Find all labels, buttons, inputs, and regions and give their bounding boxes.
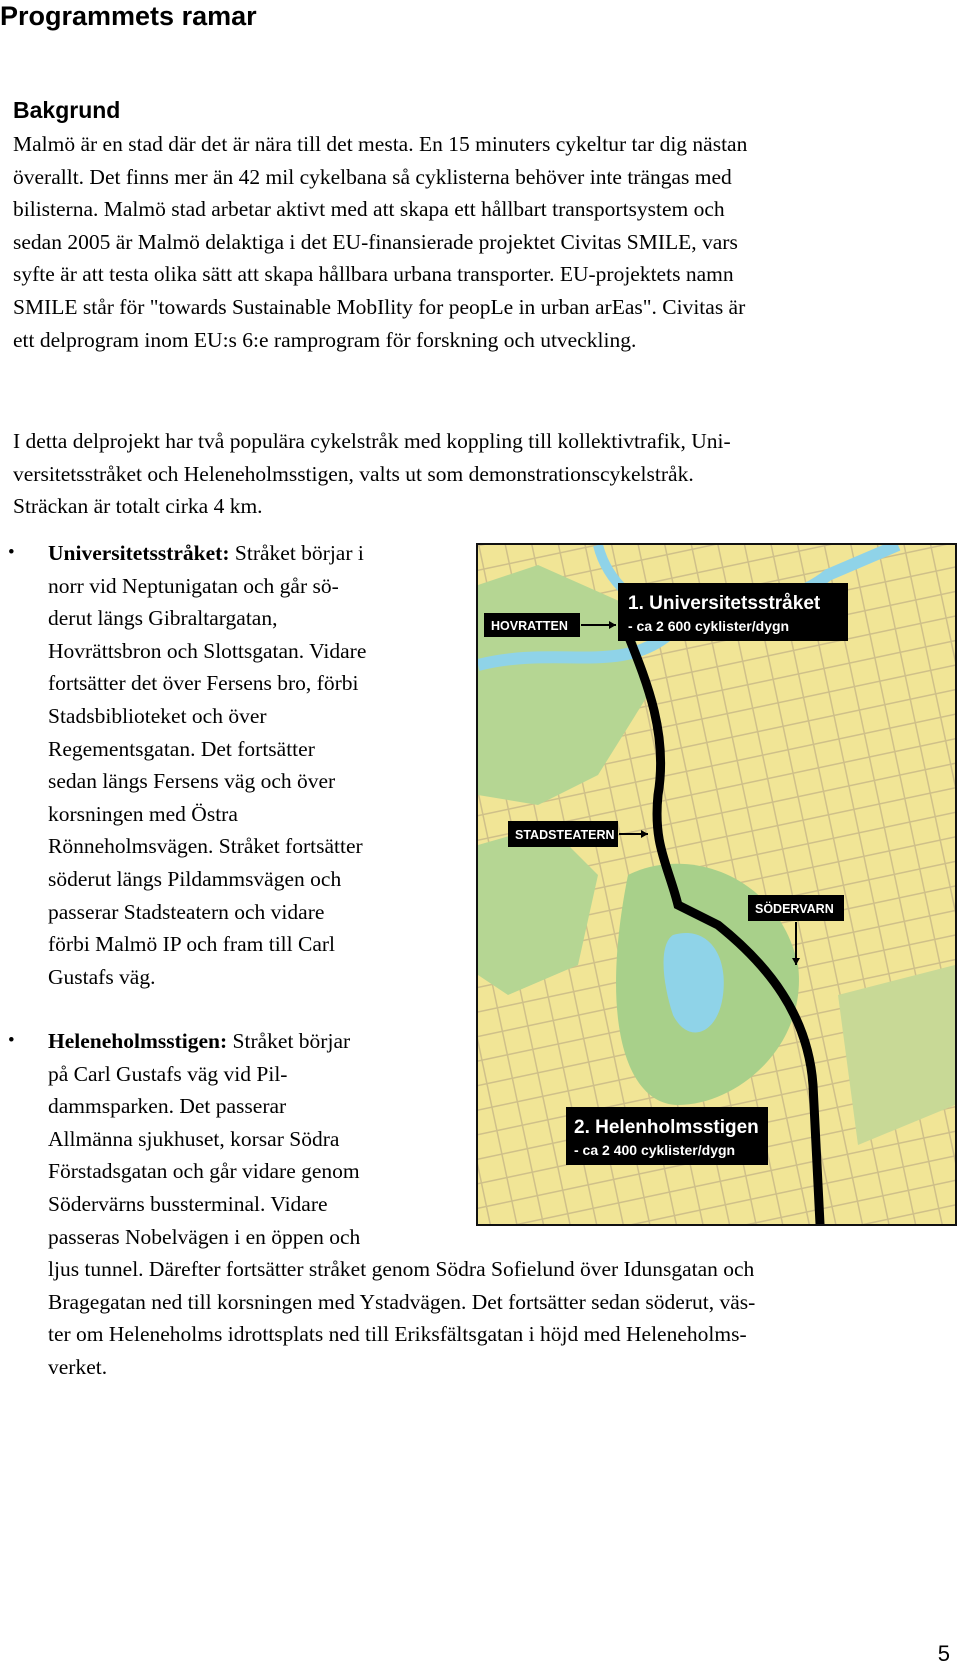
- text-line: söderut längs Pildammsvägen och: [48, 866, 342, 891]
- text-line: Stadsbiblioteket och över: [48, 703, 267, 728]
- list-item-lead: Universitetsstråket:: [48, 541, 230, 565]
- text-line: på Carl Gustafs väg vid Pil-: [48, 1061, 288, 1086]
- text-line: passeras Nobelvägen i en öppen och: [48, 1224, 361, 1249]
- paragraph-background: [13, 128, 943, 356]
- paragraph-subproject: [13, 425, 943, 523]
- page-number: 5: [937, 1641, 950, 1666]
- bullet-marker: •: [8, 1030, 15, 1051]
- route1-subtitle: - ca 2 600 cyklister/dygn: [628, 618, 790, 634]
- text-line: norr vid Neptunigatan och går sö-: [48, 573, 339, 598]
- text-line: sedan 2005 är Malmö delaktiga i det EU-finansierade projektet Civitas SMILE, vars: [13, 229, 738, 254]
- text-line: Gustafs väg.: [48, 964, 156, 989]
- text-line: I detta delprojekt har två populära cykelstråk med koppling till kollektivtrafik, Uni-: [13, 429, 731, 453]
- text-line: ett delprogram inom EU:s 6:e ramprogram för forskning och utveckling.: [13, 327, 637, 352]
- route2-subtitle: - ca 2 400 cyklister/dygn: [574, 1142, 736, 1158]
- page-title: Programmets ramar: [0, 1, 257, 31]
- label-sodervarn: SÖDERVARN: [755, 902, 834, 916]
- text-line: sedan längs Fersens väg och över: [48, 769, 336, 794]
- text-line: versitetsstråket och Heleneholmsstigen, valts ut som demonstrationscykelstråk.: [13, 461, 694, 486]
- text-line: [48, 537, 366, 570]
- list-item-text: Stråket börjar: [227, 1029, 351, 1053]
- text-line: förbi Malmö IP och fram till Carl: [48, 932, 336, 957]
- text-line: dammsparken. Det passerar: [48, 1094, 287, 1119]
- route2-title: 2. Helenholmsstigen: [574, 1117, 759, 1138]
- text-line: ljus tunnel. Därefter fortsätter stråket genom Södra Sofielund över Idunsgatan och: [48, 1257, 755, 1282]
- route-map-graphic: [478, 545, 955, 1224]
- route1-title: 1. Universitetsstråket: [628, 593, 821, 614]
- text-line: Rönneholmsvägen. Stråket fortsätter: [48, 834, 363, 859]
- list-item-lead: Heleneholmsstigen:: [48, 1029, 228, 1053]
- text-line: passerar Stadsteatern och vidare: [48, 899, 325, 924]
- text-line: fortsätter det över Fersens bro, förbi: [48, 671, 359, 696]
- text-line: Förstadsgatan och går vidare genom: [48, 1159, 360, 1184]
- section-heading-bakgrund: Bakgrund: [13, 97, 121, 123]
- text-line: överallt. Det finns mer än 42 mil cykelbana så cyklisterna behöver inte trängas med: [13, 164, 732, 189]
- text-line: korsningen med Östra: [48, 801, 238, 826]
- text-line: verket.: [48, 1354, 108, 1379]
- text-line: Malmö är en stad där det är nära till det mesta. En 15 minuters cykeltur tar dig nästan: [13, 132, 748, 156]
- text-line: Allmänna sjukhuset, korsar Södra: [48, 1126, 340, 1151]
- list-item-universitetsstraket: [48, 537, 366, 993]
- label-stadsteatern: STADSTEATERN: [515, 828, 615, 842]
- text-line: syfte är att testa olika sätt att skapa hållbara urbana transporter. EU-projektets namn: [13, 262, 734, 287]
- text-line: derut längs Gibraltargatan,: [48, 606, 278, 631]
- list-item-text: Stråket börjar i: [229, 541, 364, 565]
- text-line: Regementsgatan. Det fortsätter: [48, 736, 315, 761]
- label-hovratten: HOVRATTEN: [491, 619, 568, 633]
- text-line: Sträckan är totalt cirka 4 km.: [13, 494, 263, 519]
- text-line: ter om Heleneholms idrottsplats ned till Eriksfältsgatan i höjd med Heleneholms-: [48, 1322, 747, 1347]
- text-line: Södervärns bussterminal. Vidare: [48, 1191, 328, 1216]
- text-line: bilisterna. Malmö stad arbetar aktivt med att skapa ett hållbart transportsystem och: [13, 197, 725, 222]
- route-map: [476, 543, 957, 1226]
- bullet-marker: •: [8, 542, 15, 563]
- text-line: Hovrättsbron och Slottsgatan. Vidare: [48, 638, 367, 663]
- text-line: Bragegatan ned till korsningen med Ystadvägen. Det fortsätter sedan söderut, väs-: [48, 1289, 756, 1314]
- text-line: SMILE står för "towards Sustainable MobIlity for peopLe in urban arEas". Civitas är: [13, 294, 746, 319]
